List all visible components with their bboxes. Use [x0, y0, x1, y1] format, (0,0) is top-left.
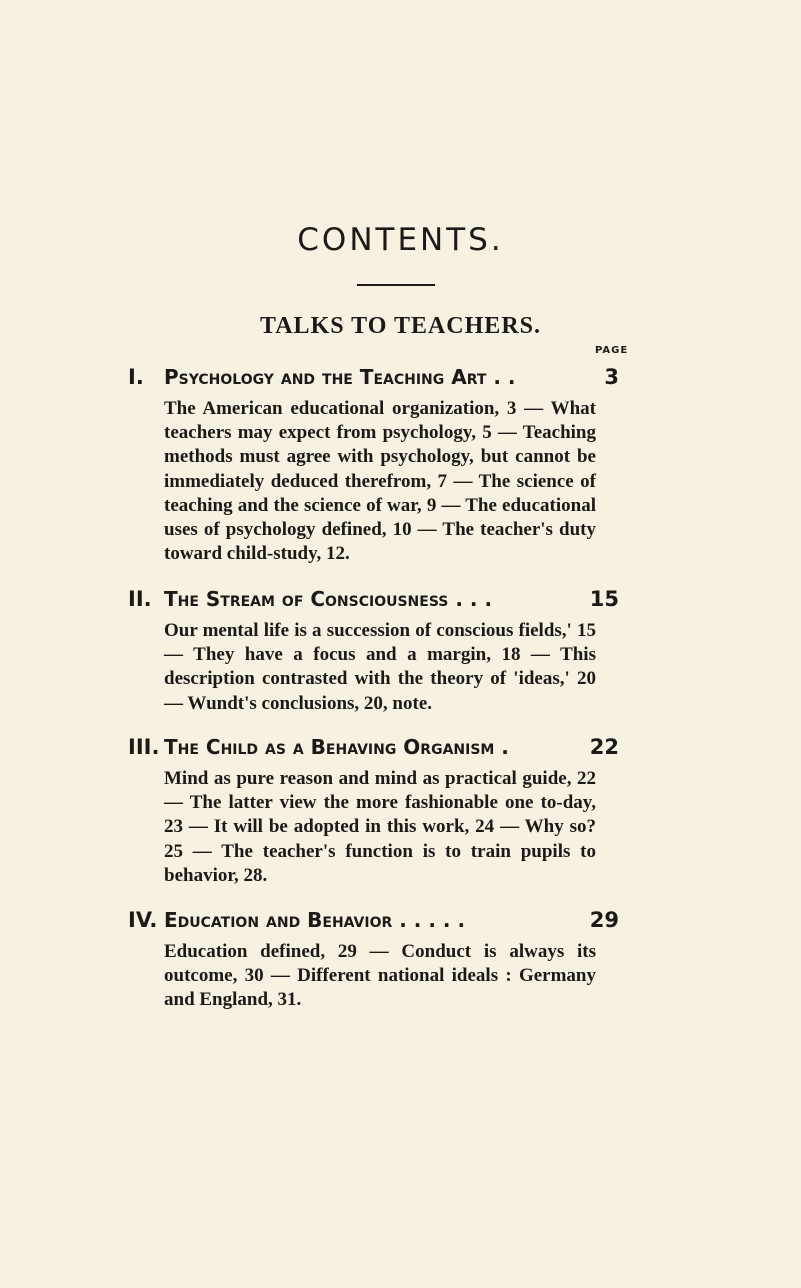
chapter-title: Education and Behavior . . . . .: [164, 908, 466, 932]
chapter-title: Psychology and the Teaching Art . .: [164, 365, 516, 389]
chapter-summary: The American educational organization, 3 — What teachers may expect from psychology, 5 — Teaching methods must agree with psychology, but cannot be immediately deduced therefrom, 7 — The science of teaching and the science of war, 9 — The educational uses of psychology defined, 10 — The teacher's duty toward child-study, 12.: [164, 398, 596, 565]
chapter-numeral: III.: [128, 735, 160, 759]
chapter-numeral: II.: [128, 587, 152, 611]
chapter-numeral: IV.: [128, 908, 158, 932]
chapter-page-number: 3: [604, 365, 619, 389]
chapter-page-number: 29: [589, 908, 619, 932]
chapter-entry-1: [0, 362, 801, 566]
chapter-numeral: I.: [128, 365, 144, 389]
chapter-title: The Child as a Behaving Organism .: [164, 735, 509, 759]
chapter-summary: Education defined, 29 — Conduct is always its outcome, 30 — Different national ideals : Germany and England, 31.: [164, 941, 596, 1011]
chapter-entry-4: [0, 905, 801, 1013]
chapter-entry-2: [0, 584, 801, 716]
chapter-page-number: 15: [589, 587, 619, 611]
book-subtitle: TALKS TO TEACHERS.: [260, 313, 541, 339]
page-column-label: PAGE: [595, 345, 629, 356]
chapter-entry-3: [0, 732, 801, 888]
title-rule: [357, 284, 435, 286]
chapter-page-number: 22: [589, 735, 619, 759]
chapter-summary: Mind as pure reason and mind as practical guide, 22 — The latter view the more fashionable one to-day, 23 — It will be adopted in this work, 24 — Why so? 25 — The teacher's function is to train pupils to behavior, 28.: [164, 768, 596, 886]
chapter-summary: Our mental life is a succession of conscious fields,' 15 — They have a focus and a margin, 18 — This description contrasted with the theory of 'ideas,' 20 — Wundt's conclusions, 20, note.: [164, 620, 596, 714]
chapter-title: The Stream of Consciousness . . .: [164, 587, 493, 611]
page-title: CONTENTS.: [297, 222, 504, 258]
